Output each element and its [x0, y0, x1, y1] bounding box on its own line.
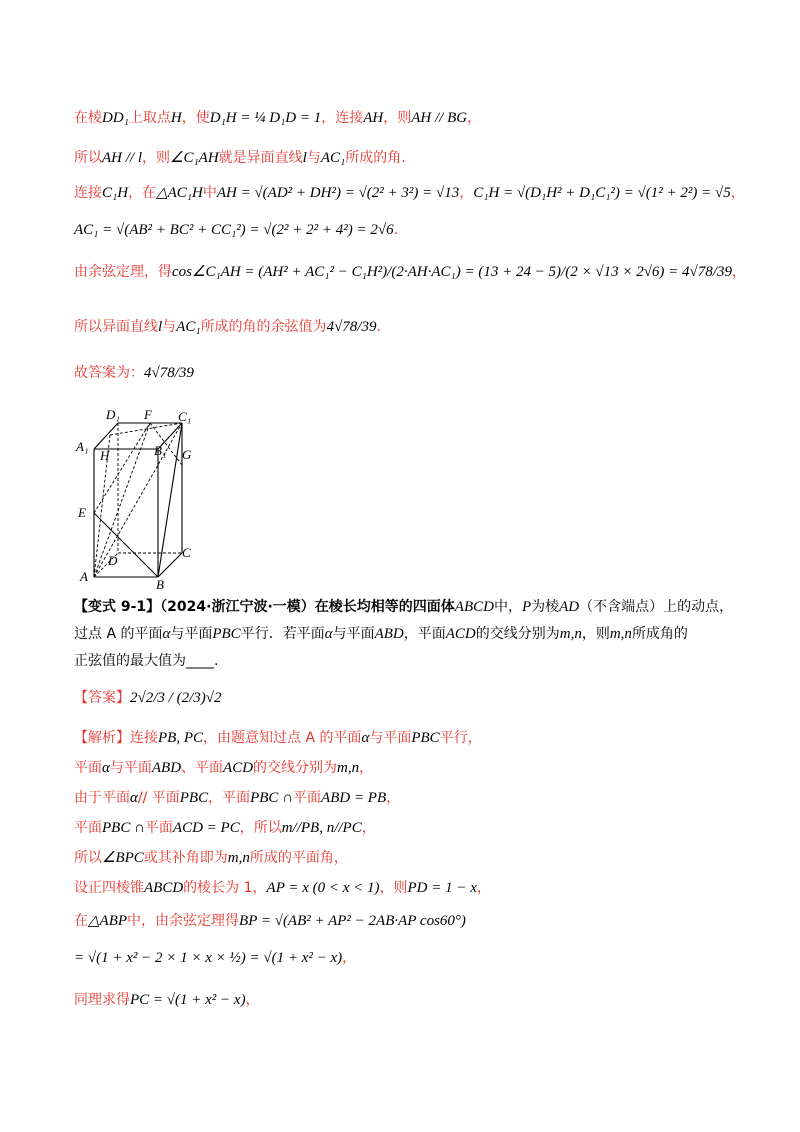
math-expression: m,n	[559, 626, 582, 642]
text-segment: ，平面	[208, 790, 251, 806]
text-segment: ，	[730, 185, 745, 201]
math-expression: D₁H = ¼ D₁D = 1	[209, 110, 322, 126]
text-segment: （不含端点）上的动点，	[579, 599, 734, 615]
math-expression: P	[521, 599, 532, 615]
math-expression: 4√78/39	[326, 319, 377, 335]
text-segment: ，则	[581, 626, 610, 642]
text-line-l8	[74, 597, 733, 617]
label-H: H	[100, 448, 110, 463]
label-D: D	[108, 553, 118, 568]
text-segment: 中，由余弦定理得	[127, 913, 240, 929]
text-segment: 与平面	[170, 626, 213, 642]
text-line-l13	[74, 758, 373, 778]
math-expression: cos∠C₁AH = (AH² + AC₁² − C₁H²)/(2·AH·AC₁) = (13 + 24 − 5)/(2 × √13 × 2√6) = 4√78/39	[172, 264, 732, 280]
math-expression: AD	[559, 599, 580, 615]
text-segment: 在	[74, 913, 88, 929]
text-segment: 所以异面直线	[74, 319, 158, 335]
label-B: B	[156, 577, 164, 590]
math-expression: AC₁	[176, 319, 201, 335]
text-segment: ，平面	[403, 626, 446, 642]
text-segment: 【答案】	[74, 690, 130, 706]
math-expression: ACD = PC	[172, 820, 240, 836]
text-segment: 平面	[74, 760, 102, 776]
text-segment: 故答案为：	[74, 365, 144, 381]
math-expression: BP = √(AB² + AP² − 2AB·AP cos60°)	[239, 913, 466, 929]
label-A: A	[80, 569, 88, 584]
text-segment: ，	[476, 880, 491, 896]
label-D1: D₁	[106, 407, 120, 422]
text-segment: 所成的角.	[345, 150, 406, 166]
text-segment: 所以	[74, 850, 102, 866]
text-segment: 平面	[74, 820, 102, 836]
math-expression: AH	[363, 110, 384, 126]
label-G: G	[182, 447, 192, 462]
math-expression: 2√2/3 / (2/3)√2	[130, 690, 222, 706]
math-expression: ACD	[445, 626, 476, 642]
text-segment: 中	[202, 185, 217, 201]
text-segment: 由余弦定理，得	[74, 264, 172, 280]
math-expression: ABCD	[144, 880, 184, 896]
text-line-l12	[74, 728, 482, 748]
text-segment: 设正四棱锥	[74, 880, 144, 896]
text-segment: 在棱	[74, 110, 102, 126]
text-segment: .	[376, 319, 381, 335]
math-expression: DD₁	[102, 110, 129, 126]
label-C1: C₁	[178, 409, 192, 424]
text-line-l3	[74, 183, 745, 203]
math-expression: AH = √(AD² + DH²) = √(2² + 3²) = √13	[216, 185, 460, 201]
text-segment: 为棱	[531, 599, 560, 615]
text-segment: 与平面	[109, 760, 152, 776]
math-expression: PD = 1 − x	[407, 880, 477, 896]
text-line-l1	[74, 108, 481, 128]
math-expression: AC₁ = √(AB² + BC² + CC₁²) = √(2² + 2² + 4²) = 2√6	[74, 222, 394, 238]
text-segment: 的交线分别为	[253, 760, 338, 776]
text-segment: 与	[162, 319, 177, 335]
text-segment: ，所以	[239, 820, 282, 836]
edge-A1-D1	[94, 423, 118, 449]
math-expression: l	[158, 319, 163, 335]
text-line-l20	[74, 990, 260, 1010]
text-segment: ，连接	[321, 110, 364, 126]
math-expression: m,n	[227, 850, 250, 866]
text-segment: ，	[386, 790, 401, 806]
text-line-l7	[74, 363, 194, 383]
math-expression: ∠C₁AH	[170, 150, 219, 166]
math-expression: ∠BPC	[102, 850, 144, 866]
text-segment: ，	[359, 760, 374, 776]
text-segment: 所成的平面角，	[249, 850, 348, 866]
text-segment: ，则	[379, 880, 408, 896]
text-segment: 的棱长为 1，	[183, 880, 267, 896]
text-segment: 的交线分别为	[475, 626, 560, 642]
text-line-l4	[74, 220, 398, 240]
text-segment: 正弦值的最大值为____.	[74, 653, 219, 669]
text-line-l15	[74, 818, 376, 838]
math-expression: △ABP	[88, 913, 128, 929]
segment-E-B	[94, 513, 158, 577]
text-segment: 同理求得	[74, 992, 130, 1008]
label-C: C	[182, 545, 191, 560]
text-segment: 、平面	[181, 760, 224, 776]
text-segment: // 平面	[137, 790, 180, 806]
text-segment: ，	[467, 110, 482, 126]
text-segment: 平面	[144, 820, 173, 836]
math-expression: PBC ∩	[102, 820, 145, 836]
label-F: F	[144, 407, 152, 422]
math-expression: α	[361, 730, 370, 746]
math-expression: PBC	[411, 730, 440, 746]
math-expression: PC = √(1 + x² − x)	[130, 992, 246, 1008]
text-segment: ，	[245, 992, 260, 1008]
text-segment: 与	[306, 150, 321, 166]
text-line-l16	[74, 848, 348, 868]
text-segment: 【解析】连接	[74, 730, 158, 746]
math-expression: AP = x (0 < x < 1)	[266, 880, 380, 896]
text-segment: ，则	[142, 150, 170, 166]
text-line-l5	[74, 262, 746, 282]
text-segment: 连接	[74, 185, 102, 201]
math-expression: ABD	[374, 626, 404, 642]
math-expression: AH // l	[102, 150, 142, 166]
math-expression: m,n	[609, 626, 632, 642]
text-line-l14	[74, 788, 400, 808]
math-expression: AC₁	[320, 150, 346, 166]
text-segment: 中，	[493, 599, 522, 615]
text-line-l11	[74, 688, 221, 708]
text-line-l2	[74, 148, 406, 168]
text-segment: 与平面	[369, 730, 412, 746]
math-expression: m//PB, n//PC	[281, 820, 362, 836]
text-line-l9	[74, 624, 688, 644]
math-expression: ABD = PB	[321, 790, 387, 806]
math-expression: PB, PC	[158, 730, 203, 746]
math-expression: α	[130, 790, 138, 806]
math-expression: C₁H	[102, 185, 129, 201]
text-segment: 就是异面直线	[218, 150, 303, 166]
math-expression: l	[302, 150, 307, 166]
text-segment: ，	[731, 264, 746, 280]
math-expression: AH // BG	[411, 110, 468, 126]
math-expression: ABCD	[454, 599, 494, 615]
math-expression: PBC	[179, 790, 209, 806]
math-expression: PBC ∩	[250, 790, 294, 806]
label-B1: B₁	[154, 443, 167, 458]
text-segment: ，则	[383, 110, 412, 126]
text-line-l10	[74, 651, 218, 671]
text-line-l17	[74, 878, 491, 898]
text-segment: ，	[342, 950, 357, 966]
math-expression: △AC₁H	[156, 185, 203, 201]
math-expression: H	[170, 110, 182, 126]
text-segment: 【变式 9-1】（2024·浙江宁波·一模）在棱长均相等的四面体	[74, 599, 455, 615]
math-expression: ACD	[223, 760, 254, 776]
label-A1: A₁	[76, 439, 89, 454]
math-expression: = √(1 + x² − 2 × 1 × x × ½) = √(1 + x² − x)	[74, 950, 343, 966]
math-expression: PBC	[212, 626, 241, 642]
text-segment: 由于平面	[74, 790, 130, 806]
text-line-l6	[74, 317, 381, 337]
math-expression: ABD	[151, 760, 182, 776]
cuboid-figure	[72, 405, 202, 590]
text-segment: ，由题意知过点 A 的平面	[203, 730, 362, 746]
text-segment: .	[393, 222, 399, 238]
math-expression: α	[324, 626, 333, 642]
text-segment: 与平面	[332, 626, 375, 642]
text-segment: 平行．若平面	[240, 626, 325, 642]
text-segment: ，	[459, 185, 474, 201]
math-expression: 4√78/39	[144, 365, 194, 381]
text-line-l19	[74, 948, 356, 968]
text-line-l18	[74, 911, 466, 931]
text-segment: 上取点	[128, 110, 171, 126]
text-segment: 过点 A 的平面	[74, 626, 163, 642]
label-E: E	[78, 505, 86, 520]
math-expression: m,n	[337, 760, 360, 776]
text-segment: 平面	[293, 790, 322, 806]
text-segment: ，使	[181, 110, 210, 126]
text-segment: ，在	[128, 185, 157, 201]
text-segment: 所以	[74, 150, 102, 166]
math-expression: α	[162, 626, 171, 642]
text-segment: 平行，	[439, 730, 482, 746]
math-expression: C₁H = √(D₁H² + D₁C₁²) = √(1² + 2²) = √5	[473, 185, 731, 201]
math-expression: α	[102, 760, 110, 776]
text-segment: 所成角的	[631, 626, 688, 642]
text-segment: 或其补角即为	[143, 850, 228, 866]
text-segment: ，	[361, 820, 376, 836]
text-segment: 所成的角的余弦值为	[200, 319, 327, 335]
